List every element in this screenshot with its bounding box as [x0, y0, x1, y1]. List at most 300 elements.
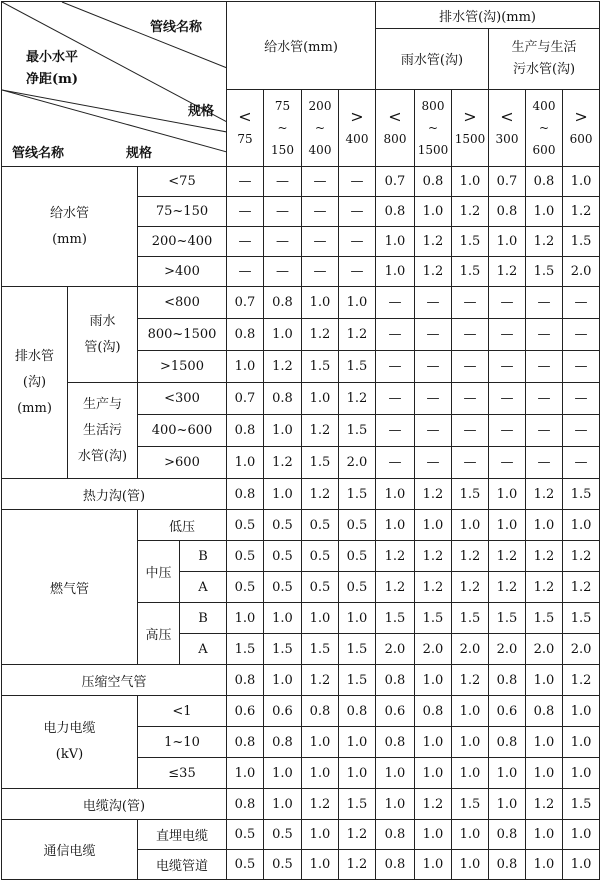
spec-col-text: <	[500, 106, 514, 126]
value-cell: —	[376, 319, 415, 351]
value-cell: —	[563, 447, 600, 479]
value-cell: 1.0	[264, 603, 302, 634]
value-cell: —	[415, 415, 452, 447]
value-cell: 1.0	[302, 287, 339, 319]
sub-rain	[68, 287, 138, 383]
value-cell: —	[415, 319, 452, 351]
value-cell: 1.5	[227, 634, 264, 665]
spec-cell: <1	[138, 696, 227, 727]
value-cell: 1.0	[452, 758, 489, 789]
value-cell: —	[489, 383, 526, 415]
value-cell: 1.2	[489, 541, 526, 572]
value-cell: 0.5	[339, 510, 376, 541]
value-cell: —	[415, 287, 452, 319]
spec-cell: 直埋电缆	[138, 820, 227, 850]
value-cell: —	[526, 447, 563, 479]
spec-cell: <800	[138, 287, 227, 319]
corner-header	[2, 2, 227, 167]
table-row	[2, 789, 600, 820]
spec-col-text: <	[238, 106, 252, 126]
value-cell: —	[227, 257, 264, 287]
value-cell: 1.0	[415, 727, 452, 758]
value-cell: —	[339, 167, 376, 197]
group-drain	[2, 287, 68, 479]
value-cell: —	[563, 319, 600, 351]
table-row	[2, 287, 600, 319]
drain-header: 排水管(沟)(mm)	[376, 2, 600, 29]
value-cell: 1.0	[489, 227, 526, 257]
value-cell: 1.0	[264, 789, 302, 820]
value-cell: 0.8	[264, 727, 302, 758]
value-cell: 0.8	[376, 727, 415, 758]
value-cell: 1.5	[339, 665, 376, 696]
corner-top-label: 管线名称	[150, 20, 203, 35]
table-row	[2, 510, 600, 541]
value-cell: 1.0	[302, 850, 339, 880]
value-cell: 1.2	[452, 197, 489, 227]
spec-cell: 400~600	[138, 415, 227, 447]
value-cell: 1.2	[376, 572, 415, 603]
value-cell: 1.5	[339, 415, 376, 447]
value-cell: 0.5	[227, 850, 264, 880]
spec-cell: >600	[138, 447, 227, 479]
spec-col-text: 75	[237, 131, 253, 146]
value-cell: —	[489, 319, 526, 351]
value-cell: 1.5	[489, 603, 526, 634]
value-cell: 0.5	[302, 510, 339, 541]
value-cell: 1.5	[452, 789, 489, 820]
spec-col-text: >	[463, 106, 477, 126]
label-line: 生活污	[82, 422, 122, 438]
value-cell: 1.5	[339, 634, 376, 665]
spec-col-text: 800	[421, 98, 445, 113]
table-row	[2, 479, 600, 510]
value-cell: —	[302, 197, 339, 227]
value-cell: 1.0	[264, 758, 302, 789]
value-cell: 1.2	[563, 541, 600, 572]
value-cell: —	[452, 415, 489, 447]
value-cell: 1.0	[302, 383, 339, 415]
value-cell: —	[376, 415, 415, 447]
spec-col-header	[264, 89, 302, 166]
value-cell: —	[415, 383, 452, 415]
value-cell: 1.2	[452, 541, 489, 572]
value-cell: 1.0	[302, 727, 339, 758]
value-cell: 0.8	[227, 415, 264, 447]
group-water	[2, 167, 138, 287]
value-cell: 1.2	[526, 227, 563, 257]
value-cell: 1.0	[264, 415, 302, 447]
value-cell: 1.2	[563, 197, 600, 227]
value-cell: 1.5	[415, 603, 452, 634]
spec-col-header	[302, 89, 339, 166]
value-cell: —	[452, 287, 489, 319]
value-cell: 1.2	[339, 820, 376, 850]
spec-col-header	[563, 89, 600, 166]
value-cell: —	[227, 167, 264, 197]
value-cell: 1.0	[526, 510, 563, 541]
value-cell: 0.7	[489, 167, 526, 197]
spec-col-text: <	[388, 106, 402, 126]
value-cell: 1.0	[302, 758, 339, 789]
value-cell: 1.0	[376, 789, 415, 820]
group-gas: 燃气管	[2, 510, 138, 665]
value-cell: 0.8	[376, 820, 415, 850]
spec-col-text: 600	[569, 131, 593, 146]
sewage-header	[489, 29, 600, 89]
spec-col-text: >	[350, 106, 364, 126]
value-cell: 0.8	[227, 727, 264, 758]
spec-cell: <300	[138, 383, 227, 415]
value-cell: 1.5	[563, 479, 600, 510]
value-cell: 0.8	[376, 197, 415, 227]
value-cell: —	[563, 383, 600, 415]
value-cell: 1.0	[376, 227, 415, 257]
value-cell: 2.0	[339, 447, 376, 479]
value-cell: 2.0	[563, 257, 600, 287]
value-cell: —	[526, 415, 563, 447]
label-line: 雨水	[89, 313, 116, 329]
value-cell: —	[563, 351, 600, 383]
value-cell: 0.8	[415, 696, 452, 727]
value-cell: 1.0	[489, 510, 526, 541]
value-cell: —	[264, 197, 302, 227]
value-cell: 1.0	[526, 665, 563, 696]
spec-cell: A	[180, 634, 227, 665]
group-heat: 热力沟(管)	[2, 479, 227, 510]
value-cell: 1.2	[339, 383, 376, 415]
value-cell: 1.2	[526, 789, 563, 820]
spec-col-text: 150	[271, 142, 294, 157]
value-cell: —	[415, 351, 452, 383]
label-line: (mm)	[52, 231, 87, 247]
value-cell: 0.7	[376, 167, 415, 197]
spec-col-text: ~	[277, 120, 288, 135]
value-cell: 1.0	[339, 727, 376, 758]
value-cell: —	[452, 351, 489, 383]
value-cell: 0.8	[489, 197, 526, 227]
value-cell: 0.7	[227, 383, 264, 415]
value-cell: 1.0	[526, 758, 563, 789]
value-cell: 1.2	[415, 479, 452, 510]
value-cell: —	[302, 257, 339, 287]
spec-cell: 200~400	[138, 227, 227, 257]
value-cell: 0.5	[227, 572, 264, 603]
value-cell: —	[227, 227, 264, 257]
label-line: 电力电缆	[43, 721, 96, 736]
value-cell: 1.2	[302, 789, 339, 820]
value-cell: 0.8	[489, 727, 526, 758]
value-cell: 1.0	[227, 603, 264, 634]
spec-cell: >400	[138, 257, 227, 287]
value-cell: —	[526, 383, 563, 415]
value-cell: 1.0	[526, 850, 563, 880]
value-cell: —	[526, 287, 563, 319]
value-cell: —	[489, 287, 526, 319]
value-cell: —	[563, 287, 600, 319]
spec-cell: 1~10	[138, 727, 227, 758]
value-cell: 1.0	[302, 603, 339, 634]
value-cell: 0.8	[526, 696, 563, 727]
value-cell: 1.0	[452, 696, 489, 727]
value-cell: 1.0	[264, 319, 302, 351]
value-cell: 1.5	[452, 479, 489, 510]
value-cell: 1.5	[563, 227, 600, 257]
value-cell: —	[339, 227, 376, 257]
value-cell: 1.5	[452, 603, 489, 634]
value-cell: 1.0	[452, 167, 489, 197]
value-cell: 1.2	[415, 572, 452, 603]
value-cell: 1.2	[302, 415, 339, 447]
value-cell: 1.2	[264, 447, 302, 479]
value-cell: 1.2	[563, 665, 600, 696]
spec-col-text: 400	[308, 142, 332, 157]
value-cell: 1.2	[526, 572, 563, 603]
value-cell: 1.0	[227, 447, 264, 479]
value-cell: 1.0	[302, 820, 339, 850]
value-cell: 2.0	[489, 634, 526, 665]
value-cell: 0.8	[526, 167, 563, 197]
spec-cell: 800~1500	[138, 319, 227, 351]
spec-cell: A	[180, 572, 227, 603]
value-cell: 0.5	[264, 820, 302, 850]
value-cell: 0.6	[227, 696, 264, 727]
corner-bottom-name: 管线名称	[12, 146, 65, 161]
value-cell: 1.0	[415, 820, 452, 850]
value-cell: 1.0	[526, 727, 563, 758]
spec-col-text: 1500	[417, 142, 449, 157]
value-cell: 1.0	[452, 850, 489, 880]
spec-col-text: >	[574, 106, 588, 126]
value-cell: 0.8	[376, 850, 415, 880]
value-cell: 1.0	[376, 510, 415, 541]
value-cell: —	[452, 383, 489, 415]
value-cell: —	[302, 227, 339, 257]
value-cell: 1.0	[415, 510, 452, 541]
spec-col-header	[339, 89, 376, 166]
spec-cell: <75	[138, 167, 227, 197]
value-cell: 0.8	[376, 665, 415, 696]
value-cell: 1.2	[339, 319, 376, 351]
table-row	[2, 696, 600, 727]
value-cell: 1.0	[227, 351, 264, 383]
value-cell: 1.5	[264, 634, 302, 665]
value-cell: 0.8	[415, 167, 452, 197]
value-cell: 2.0	[452, 634, 489, 665]
value-cell: 1.2	[563, 572, 600, 603]
value-cell: 1.0	[376, 479, 415, 510]
value-cell: —	[376, 351, 415, 383]
value-cell: 1.0	[227, 758, 264, 789]
value-cell: 1.2	[415, 257, 452, 287]
value-cell: 1.0	[563, 510, 600, 541]
label-line: 管(沟)	[84, 339, 121, 355]
spec-col-text: ~	[314, 120, 326, 135]
value-cell: 1.2	[339, 850, 376, 880]
value-cell: —	[563, 415, 600, 447]
value-cell: 0.8	[339, 696, 376, 727]
value-cell: 1.0	[376, 758, 415, 789]
spec-cell: ≤35	[138, 758, 227, 789]
value-cell: 1.5	[302, 351, 339, 383]
value-cell: 0.6	[489, 696, 526, 727]
value-cell: —	[489, 447, 526, 479]
spec-cell: 电缆管道	[138, 850, 227, 880]
value-cell: 0.5	[302, 541, 339, 572]
value-cell: 1.5	[339, 479, 376, 510]
value-cell: —	[452, 447, 489, 479]
value-cell: —	[489, 351, 526, 383]
sewage-header-line1: 生产与生活	[511, 39, 577, 55]
value-cell: 1.2	[415, 227, 452, 257]
value-cell: 1.0	[526, 197, 563, 227]
value-cell: 0.8	[489, 850, 526, 880]
group-air: 压缩空气管	[2, 665, 227, 696]
value-cell: 1.0	[339, 758, 376, 789]
value-cell: 1.2	[452, 665, 489, 696]
value-cell: 1.5	[563, 789, 600, 820]
table-body	[2, 167, 600, 880]
value-cell: 1.2	[452, 572, 489, 603]
value-cell: 0.8	[489, 665, 526, 696]
value-cell: 1.0	[415, 758, 452, 789]
corner-bottom-spec: 规格	[126, 146, 153, 161]
spec-col-header	[415, 89, 452, 166]
value-cell: 1.2	[302, 479, 339, 510]
value-cell: 1.5	[563, 603, 600, 634]
label-line: 水管(沟)	[77, 448, 128, 464]
value-cell: 1.5	[526, 603, 563, 634]
value-cell: —	[452, 319, 489, 351]
group-power	[2, 696, 138, 789]
label-line: 排水管	[14, 348, 54, 364]
spec-col-text: ~	[427, 120, 439, 135]
spec-col-header	[452, 89, 489, 166]
value-cell: 1.0	[452, 510, 489, 541]
value-cell: 0.5	[227, 820, 264, 850]
spec-col-text: 1500	[454, 131, 486, 146]
value-cell: 1.0	[415, 850, 452, 880]
value-cell: —	[339, 197, 376, 227]
rain-header: 雨水管(沟)	[376, 29, 489, 89]
value-cell: 0.5	[264, 572, 302, 603]
value-cell: —	[415, 447, 452, 479]
value-cell: 0.5	[302, 572, 339, 603]
value-cell: 0.8	[227, 789, 264, 820]
value-cell: 0.5	[264, 510, 302, 541]
value-cell: —	[264, 257, 302, 287]
value-cell: 1.0	[376, 257, 415, 287]
value-cell: 1.0	[339, 287, 376, 319]
sub-sewage	[68, 383, 138, 479]
value-cell: 1.0	[264, 479, 302, 510]
value-cell: 0.5	[264, 541, 302, 572]
label-line: 给水管	[49, 205, 89, 221]
spec-col-header	[526, 89, 563, 166]
spec-cell: >1500	[138, 351, 227, 383]
spec-col-text: 300	[495, 131, 519, 146]
value-cell: —	[264, 227, 302, 257]
value-cell: 1.2	[415, 541, 452, 572]
value-cell: 1.0	[339, 603, 376, 634]
spacing-table	[1, 1, 600, 880]
spec-col-text: 800	[383, 131, 407, 146]
value-cell: 1.2	[489, 572, 526, 603]
value-cell: 1.2	[415, 789, 452, 820]
value-cell: —	[376, 287, 415, 319]
label-line: (沟)	[22, 374, 47, 390]
value-cell: 0.8	[489, 820, 526, 850]
value-cell: —	[376, 447, 415, 479]
value-cell: 1.5	[302, 447, 339, 479]
value-cell: 1.0	[452, 727, 489, 758]
table-row	[2, 167, 600, 197]
value-cell: 1.2	[526, 479, 563, 510]
value-cell: —	[264, 167, 302, 197]
value-cell: 1.2	[302, 319, 339, 351]
value-cell: 0.5	[227, 541, 264, 572]
value-cell: 1.0	[563, 167, 600, 197]
spec-cell: B	[180, 603, 227, 634]
value-cell: 1.2	[376, 541, 415, 572]
spec-col-text: 600	[532, 142, 556, 157]
value-cell: 1.0	[452, 820, 489, 850]
corner-left-label-1: 最小水平	[26, 50, 79, 65]
value-cell: 0.8	[227, 319, 264, 351]
value-cell: 0.5	[227, 510, 264, 541]
spec-gas-low: 低压	[138, 510, 227, 541]
spec-cell: 75~150	[138, 197, 227, 227]
group-comm: 通信电缆	[2, 820, 138, 880]
value-cell: 0.8	[227, 665, 264, 696]
value-cell: 0.8	[227, 479, 264, 510]
corner-spec-label: 规格	[188, 104, 215, 119]
spec-col-header	[376, 89, 415, 166]
value-cell: —	[526, 351, 563, 383]
corner-left-label-2: 净距(m)	[26, 72, 79, 87]
value-cell: 0.5	[264, 850, 302, 880]
value-cell: 2.0	[563, 634, 600, 665]
value-cell: 1.0	[563, 820, 600, 850]
value-cell: 2.0	[376, 634, 415, 665]
spec-col-text: 200	[308, 98, 332, 113]
value-cell: 0.8	[264, 383, 302, 415]
label-line: 生产与	[82, 396, 122, 412]
value-cell: —	[302, 167, 339, 197]
label-line: (mm)	[17, 400, 52, 416]
value-cell: 1.0	[489, 479, 526, 510]
value-cell: 0.5	[339, 541, 376, 572]
spec-col-text: 400	[532, 98, 556, 113]
table-row	[2, 665, 600, 696]
sub-gas-mid: 中压	[138, 541, 180, 603]
value-cell: 1.5	[302, 634, 339, 665]
value-cell: 1.0	[526, 820, 563, 850]
value-cell: 1.0	[563, 727, 600, 758]
value-cell: —	[526, 319, 563, 351]
value-cell: 1.2	[489, 257, 526, 287]
value-cell: 1.5	[526, 257, 563, 287]
value-cell: 1.0	[264, 665, 302, 696]
value-cell: 2.0	[526, 634, 563, 665]
value-cell: 1.5	[376, 603, 415, 634]
value-cell: 1.0	[415, 197, 452, 227]
value-cell: 0.6	[264, 696, 302, 727]
value-cell: —	[489, 415, 526, 447]
value-cell: —	[376, 383, 415, 415]
value-cell: 0.5	[339, 572, 376, 603]
label-line: (kV)	[55, 747, 84, 762]
